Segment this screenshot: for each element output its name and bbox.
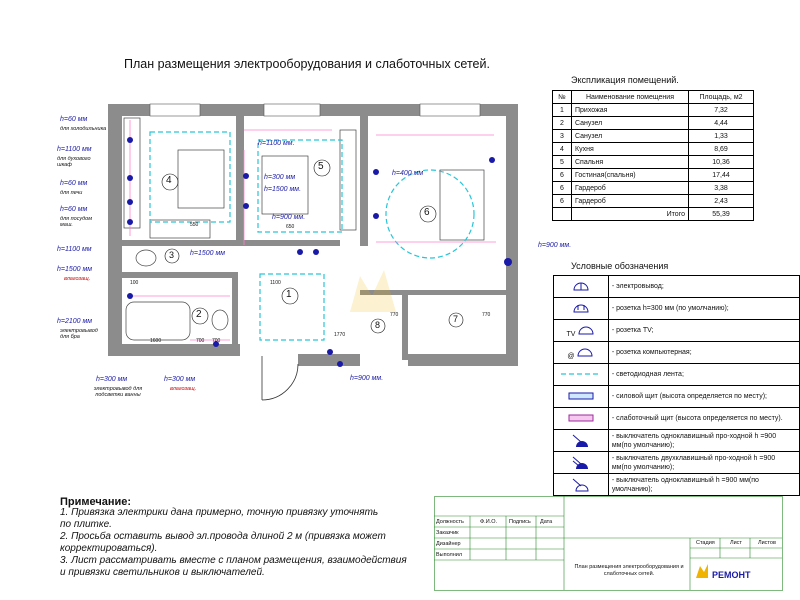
table-row: 3 Санузел 1,33 [553,130,754,143]
legend-row [554,452,800,474]
stamp-col: Подпись [509,519,531,525]
table-header-row [553,91,754,104]
legend-row [554,342,800,364]
callout-h: h=60 мм [60,116,88,123]
tv-socket-icon [577,324,595,336]
dim-label: 1100 [270,280,281,286]
legend-row [554,386,800,408]
legend-row [554,364,800,386]
table-row: 6 Гардероб 3,38 [553,182,754,195]
stamp-col: Ф.И.О. [480,519,497,525]
dim-label: 1770 [334,332,346,338]
kitchen-furniture [124,118,224,238]
table-total-row: Итого 55,39 [553,208,754,221]
legend-text: - розетка TV; [608,320,799,342]
single-switch-icon [570,432,592,448]
callout-desc: для духового шкаф [57,156,91,168]
stamp-role: Заказчик [436,530,459,536]
room-number-5: 5 [318,161,324,172]
callout-h: h=900 мм. [272,214,306,221]
room-number-3: 3 [169,250,175,260]
legend-text: - розетка компьютерная; [608,342,799,364]
dim-label: 770 [482,312,491,318]
callout-h: h=300 мм [264,174,296,181]
note-line: 3. Лист рассматривать вместе с планом размещения, взаимодействия [60,555,407,566]
bath-fixtures [126,250,228,340]
legend-text: - светодиодная лента; [608,364,799,386]
callout-desc: для посудом маш. [60,216,93,228]
callout-h: h=60 мм [60,180,88,187]
drawing-title: План размещения электрооборудования и слаботочных сетей. [124,57,490,71]
table-row: 5 Спальня 10,36 [553,156,754,169]
callout-desc: электровывод для бра [60,328,98,340]
callout-desc: влагозащ. [170,386,197,392]
legend-text: - выключатель двухклавишный про-ходной h =900 мм(по умолчанию); [608,452,799,474]
callout-h: h=1500 мм [57,266,93,273]
table-row: 2 Санузел 4,44 [553,117,754,130]
stamp-role: Дизайнер [436,541,461,547]
watermark-logo [340,262,430,322]
stamp-col: Дата [540,519,553,525]
tv-prefix: TV [566,330,576,338]
legend-row [554,430,800,452]
entrance-door [262,356,298,400]
legend-text: - электровывод; [608,276,799,298]
legend-text: - слаботочный щит (высота определяется по месту). [608,408,799,430]
dim-label: 100 [130,280,139,286]
dim-label: 700 [196,338,205,344]
network-prefix: @ [567,352,575,360]
cable-routes [130,120,496,340]
note-line: по плитке. [60,519,112,530]
explication-table [552,90,754,221]
callout-desc: для печи [60,190,83,196]
room-number-2: 2 [196,309,202,320]
socket-icon [572,302,590,314]
legend-row [554,474,800,496]
callout-h: h=1100 мм [57,246,92,253]
room-number-6: 6 [424,207,430,218]
stamp-stage: Листов [758,540,776,546]
legend-title: Условные обозначения [571,261,669,271]
stamp-col: Должность [436,519,464,525]
table-row: 4 Кухня 8,69 [553,143,754,156]
lowcurrent-panel-icon [568,414,594,422]
room-number-4: 4 [166,175,172,186]
table-row: 6 Гардероб 2,43 [553,195,754,208]
note-line: 2. Просьба оставить вывод эл.провода длиной 2 м (привязка может [60,531,386,542]
stamp-sheet-title: План размещения электрооборудования и слаботочных сетей. [574,564,684,577]
dim-label: 700 [212,338,221,344]
callout-h: h=300 мм [164,376,196,383]
callout-h: h=2100 мм [57,318,93,325]
legend-text: - выключатель одноклавишный h =900 мм(по умолчанию); [608,474,799,496]
callout-desc: для холодильника [60,126,107,132]
stamp-stage: Стадия [696,540,715,546]
room-number-8: 8 [375,320,381,330]
callout-h: h=1500 мм [190,250,226,257]
callout-h: h=300 мм [96,376,128,383]
legend-row [554,408,800,430]
callout-h: h=60 мм [60,206,88,213]
brand-logo-icon [694,562,710,580]
bedroom-furniture [262,130,484,240]
dim-label: 770 [390,312,399,318]
junction-box-icon [572,280,590,292]
double-switch-icon [570,454,592,470]
col-header: Наименование помещения [572,91,689,104]
callout-h: h=1500 мм. [264,186,302,193]
power-panel-icon [568,392,594,400]
table-row: 1 Прихожая 7,32 [553,104,754,117]
callout-h: h=1100 мм. [258,140,295,147]
room-number-7: 7 [453,314,459,324]
callout-desc: влагозащ. [64,276,91,282]
callout-h: h=1100 мм [57,146,92,153]
room-number-1: 1 [286,289,292,300]
windows [150,104,480,116]
network-socket-icon [576,346,594,358]
notes-heading: Примечание: [60,496,132,508]
callout-h: h=900 мм. [538,242,572,249]
note-line: корректироваться). [60,543,158,554]
col-header: № [553,91,572,104]
dim-label: 1600 [150,338,162,344]
col-header: Площадь, м2 [689,91,754,104]
legend-row [554,298,800,320]
legend-row [554,320,800,342]
stamp-role: Выполнил [436,552,463,558]
stamp-stage: Лист [730,540,742,546]
explication-title: Экспликация помещений. [571,75,679,85]
callout-h: h=900 мм. [350,375,384,382]
table-row: 6 Гостиная(спальня) 17,44 [553,169,754,182]
callout-desc: электровывод для подсветки ванны [93,386,143,398]
legend-text: - выключатель одноклавишный про-ходной h =900 мм(по умолчанию); [608,430,799,452]
dim-label: 550 [190,222,199,228]
legend-table [553,275,800,496]
legend-row [554,276,800,298]
single-switch-plain-icon [570,476,592,492]
legend-text: - силовой щит (высота определяется по месту); [608,386,799,408]
brand-logo-text: РЕМОНТ [712,570,751,580]
legend-text: - розетка h=300 мм (по умолчанию); [608,298,799,320]
note-line: и привязки светильников и выключателей. [60,567,265,578]
callout-h: h=400 мм [392,170,424,177]
dim-label: 650 [286,224,295,230]
led-strip-icon [561,371,601,377]
note-line: 1. Привязка электрики дана примерно, точную привязку уточнять [60,507,379,518]
